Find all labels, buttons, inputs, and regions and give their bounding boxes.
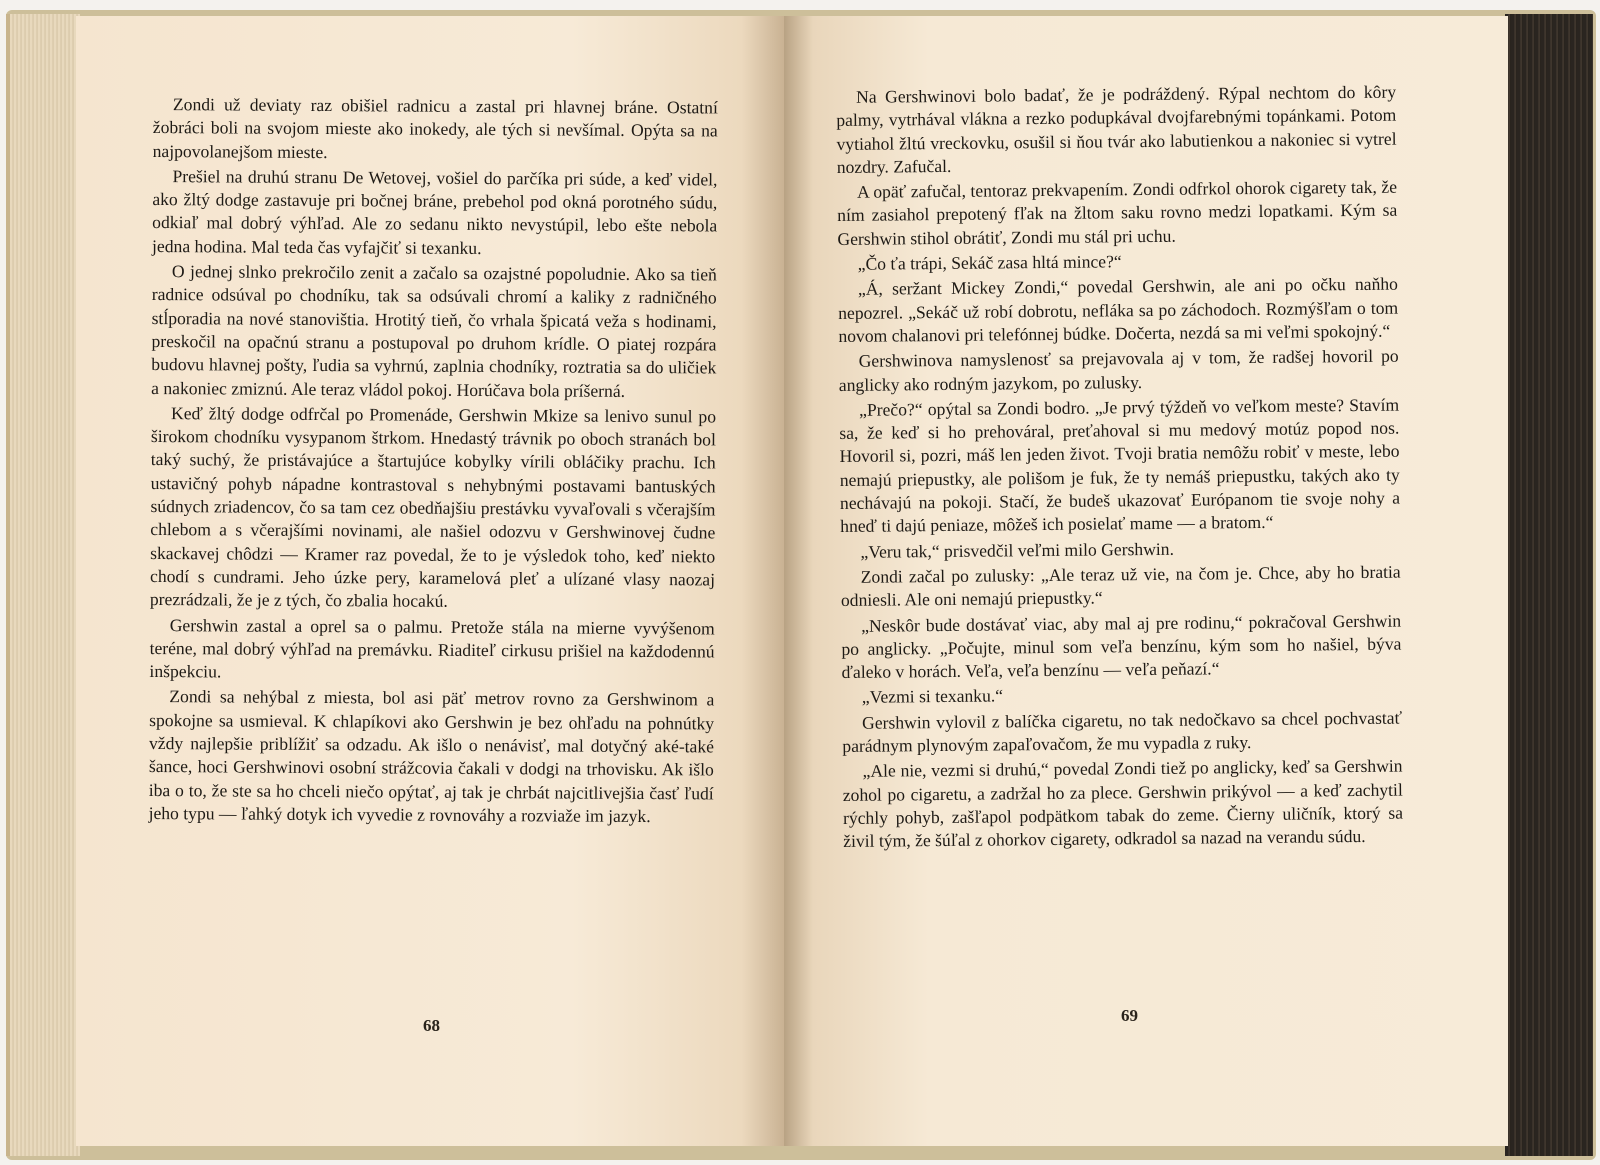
left-page (76, 16, 784, 1146)
paragraph: „Čo ťa trápi, Sekáč zasa hltá mince?“ (857, 251, 1122, 274)
paragraph: Gershwin zastal a oprel sa o palmu. Pretože stála na mierne vyvýšenom teréne, mal dobrý výhľad na premávku. Riaditeľ cirkusu prišiel na každodennú inšpekciu. (149, 614, 715, 682)
paragraph: „Prečo?“ opýtal sa Zondi bodro. „Je prvý týždeň vo veľkom meste? Stavím sa, že keď si ho prehováral, preťahoval si mu medový motúz popod nos. Hovoril si, pozri, máš len jeden život. Tvoji bratia nemôžu robiť v meste, lebo nemajú priepustky, ale polišom je fuk, že ty nemáš priepustku, takých ako ty nechávajú na pokoji. Stačí, že budeš ukazovať Európanom tie svoje nohy a hneď ti dajú peniaze, môžeš ich posielať mame — a bratom.“ (839, 394, 1401, 537)
paragraph: Keď žltý dodge odfrčal po Promenáde, Gershwin Mkize sa lenivo sunul po širokom chodníku vysypanom štrkom. Hnedastý trávnik po oboch stranách bol taký suchý, že pristávajúce a štartujúce kobylky vírili obláčiky prachu. Ich ustavičný pohyb nápadne kontrastoval s nehybnými postavami bantuských súdnych zriadencov, čo sa tam cez obedňajšiu prestávku vyvaľovali s včerajším chlebom a s včerajšími novinami, ale našiel odozvu v Gershwinovej čudne skackavej chôdzi — Kramer raz povedal, že to je výsledok toho, keď niekto chodí s cundrami. Jeho úzke pery, karamelová pleť a ulízané vlasy naozaj prezrádzali, že je z tých, čo zbalia hocakú. (149, 402, 717, 612)
paragraph: „Vezmi si texanku.“ (861, 685, 1004, 708)
paragraph: A opäť zafučal, tentoraz prekvapením. Zondi odfrkol ohorok cigarety tak, že ním zasiahol prepotený fľak na žltom saku rovno medzi lopatkami. Kým sa Gershwin stihol obrátiť, Zondi mu stál pri uchu. (837, 176, 1398, 249)
page-edges-left (6, 14, 80, 1156)
paragraph: Prešiel na druhú stranu De Wetovej, vošiel do parčíka pri súde, a keď videl, ako žltý dodge zastavuje pri bočnej bráne, prebehol pod okná porotného súdu, odkiaľ mal dobrý výhľad. Ale zo sedanu nikto nevystúpil, lebo ešte nebola jedna hodina. Mal teda čas vyfajčiť si texanku. (152, 166, 718, 258)
right-page (784, 16, 1508, 1146)
paragraph: Gershwin vylovil z balíčka cigaretu, no tak nedočkavo sa chcel pochvastať parádnym plynovým zapaľovačom, že mu vypadla z ruky. (842, 707, 1403, 756)
right-page-text (836, 81, 1403, 856)
paragraph: Gershwinova namyslenosť sa prejavovala aj v tom, že radšej hovoril po anglicky ako rodným jazykom, po zulusky. (838, 345, 1399, 395)
paragraph: „Neskôr bude dostávať viac, aby mal aj pre rodinu,“ pokračoval Gershwin po anglicky. „Počujte, minul som veľa benzínu, kým som ho našiel, býva ďaleko v horách. Veľa, veľa benzínu — veľa peňazí.“ (841, 610, 1402, 683)
paragraph: „Veru tak,“ prisvedčil veľmi milo Gershwin. (860, 538, 1175, 562)
paragraph: Zondi sa nehýbal z miesta, bol asi päť metrov rovno za Gershwinom a spokojne sa usmieval. K chlapíkovi ako Gershwin je bez ohľadu na pohnútky vždy najlepšie priblížiť sa odzadu. Ak išlo o nenávisť, mal dotyčný aké-také šance, hoci Gershwinovi osobní strážcovia čakali v dodgi na trhovisku. Ak išlo iba o to, že ste sa ho chceli niečo opýtať, aj tak je chrbát najcitlivejšia časť ľudí jeho typu — ľahký dotyk ich vyvedie z rovnováhy a rozviaže im jazyk. (148, 686, 715, 826)
paragraph: Zondi už deviaty raz obišiel radnicu a zastal pri hlavnej bráne. Ostatní žobráci boli na svojom mieste ako inokedy, ale tých si nevšímal. Opýta sa na najpovolanejšom mieste. (152, 94, 718, 162)
page-edges-right (1505, 14, 1593, 1156)
paragraph: Na Gershwinovi bolo badať, že je podráždený. Rýpal nechtom do kôry palmy, vytrhával vlákna a rezko podupkával dvojfarebnými topánkami. Potom vytiahol žltú vreckovku, osušil si ňou tvár ako labutienkou a nakoniec si vytrel nozdry. Zafučal. (836, 81, 1397, 177)
paragraph: Zondi začal po zulusky: „Ale teraz už vie, na čom je. Chce, aby ho bratia odniesli. Ale oni nemajú priepustky.“ (840, 561, 1401, 611)
page-number: 68 (423, 1016, 440, 1035)
paragraph: „Á, seržant Mickey Zondi,“ povedal Gershwin, ale ani po očku naňho nepozrel. „Sekáč už robí dobrotu, nefláka sa po záchodoch. Rozmýšľam o tom novom chalanovi pri telefónnej búdke. Dočerta, nezdá sa mi veľmi spokojný.“ (838, 273, 1399, 346)
left-page-text (149, 93, 718, 831)
page-number: 69 (1121, 1006, 1138, 1025)
paragraph: O jednej slnko prekročilo zenit a začalo sa ozajstné popoludnie. Ako sa tieň radnice odsúval po chodníku, tak sa odsúvali chromí a kaliky z radničného stĺporadia na nové stanovištia. Hrotitý tieň, čo vrhala špicatá veža s hodinami, preskočil na opačnú stranu a postupoval po druhom krídle. O piatej rozpára budovu hlavnej pošty, ľudia sa vyhrnú, zaplnia chodníky, roztratia sa do uličiek a nakoniec zmiznú. Ale teraz vládol pokoj. Horúčava bola príšerná. (151, 261, 717, 401)
paragraph: „Ale nie, vezmi si druhú,“ povedal Zondi tiež po anglicky, keď sa Gershwin zohol po cigaretu, a zadržal ho za plece. Gershwin prikývol — a keď zachytil rýchly pohyb, zašľapol podpätkom tabak do zeme. Čierny uličník, ktorý sa živil tým, že šúľal z ohorkov cigarety, odkradol sa nazad na verandu súdu. (842, 755, 1404, 852)
